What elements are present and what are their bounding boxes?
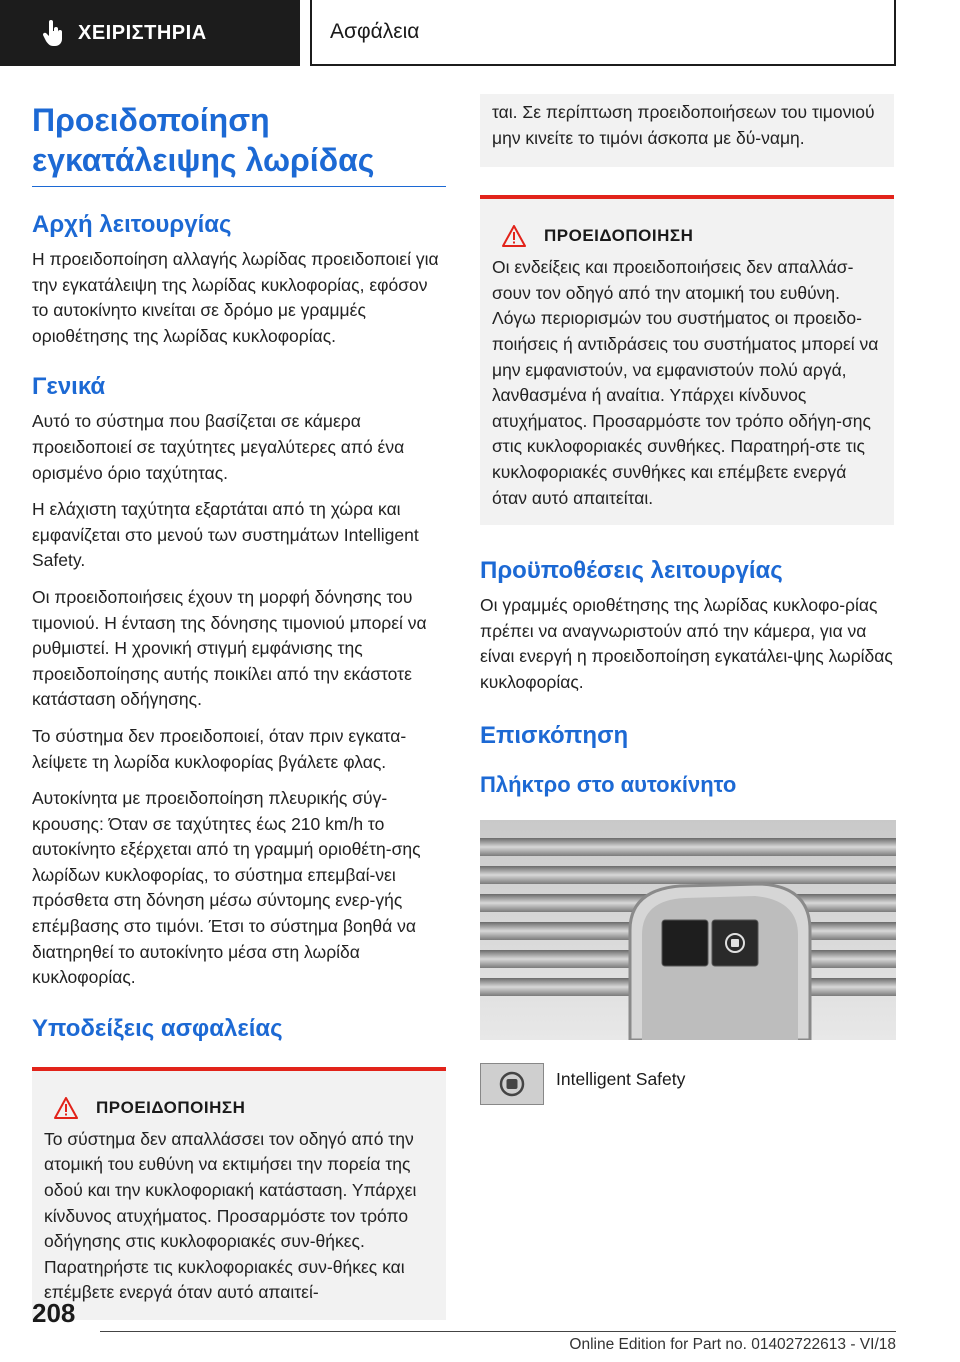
car-grille-photo: [480, 820, 896, 1040]
warning-title: ΠΡΟΕΙΔΟΠΟΙΗΣΗ: [96, 1097, 246, 1117]
warning-box-2: [480, 195, 894, 525]
section-title-box: [310, 0, 896, 66]
page-header: [0, 0, 960, 66]
page-title: Προειδοποίηση εγκατάλειψης λωρίδας: [32, 100, 446, 187]
warning-triangle-icon: [502, 225, 526, 247]
warning-2-title: ΠΡΟΕΙΔΟΠΟΙΗΣΗ: [544, 226, 694, 246]
left-column: [32, 100, 446, 1320]
general-paragraph-1: Αυτό το σύστημα που βασίζεται σε κάμερα προειδοποιεί σε ταχύτητες μεγαλύτερες από ένα ορισμένο όριο ταχύτητας.: [32, 411, 405, 483]
hand-pointer-icon: [42, 20, 64, 46]
edition-text: Online Edition for Part no. 01402722613 - VI/18: [569, 1336, 896, 1353]
legend-label: Intelligent Safety: [556, 1068, 686, 1089]
principle-text: Η προειδοποίηση αλλαγής λωρίδας προειδοποιεί για την εγκατάλειψη της λωρίδας κυκλοφορίας, εφόσον το αυτοκίνητο κινείται σε δρόμο με γραμμές οριοθέτησης της λωρίδας κυκλοφορίας.: [32, 249, 439, 346]
footer-divider: [100, 1331, 896, 1332]
button-heading: Πλήκτρο στο αυτοκίνητο: [480, 771, 737, 797]
section-title: Ασφάλεια: [330, 20, 420, 43]
warning-triangle-icon: [54, 1097, 78, 1119]
general-paragraph-3: Οι προειδοποιήσεις έχουν τη μορφή δόνησης του τιμονιού. Η ένταση της δόνησης τιμονιού μπορεί να ρυθμιστεί. Η χρονική στιγμή εμφάνισης της προειδοποίησης αυτής ποικίλει από την εκάστοτε κατάσταση οδήγησης.: [32, 586, 427, 710]
chapter-tab-label: ΧΕΙΡΙΣΤΗΡΙΑ: [78, 21, 207, 44]
general-paragraph-4: Το σύστημα δεν προειδοποιεί, όταν πριν εγκατα-λείψετε τη λωρίδα κυκλοφορίας βγάλετε φλας.: [32, 725, 407, 772]
button-legend: [480, 1063, 894, 1105]
warning-text: Το σύστημα δεν απαλλάσσει τον οδηγό από την ατομική του ευθύνη να εκτιμήσει την πορεία της οδού και την κυκλοφοριακή κατάσταση. Υπάρχει κίνδυνος ατυχήματος. Προσαρμόστε τον τρόπο οδήγησης στις κυκλοφοριακές συν-θήκες. Παρατηρήστε τις κυκλοφοριακές συν-θήκες και επέμβετε ενεργά όταν αυτό απαιτεί-: [44, 1128, 417, 1303]
safety-heading: Υποδείξεις ασφαλείας: [32, 1014, 283, 1042]
warning-2-header: [502, 225, 882, 247]
overview-heading: Επισκόπηση: [480, 721, 629, 749]
warning-header: [54, 1097, 434, 1119]
principle-heading: Αρχή λειτουργίας: [32, 211, 232, 238]
warning-box: [32, 1067, 446, 1320]
general-paragraph-2: Η ελάχιστη ταχύτητα εξαρτάται από τη χώρα και εμφανίζεται στο μενού των συστημάτων Intelligent Safety.: [32, 499, 419, 571]
chapter-tab[interactable]: [0, 0, 300, 66]
warning-continued-text: ται. Σε περίπτωση προειδοποιήσεων του τιμονιού μην κινείτε το τιμόνι άσκοπα με δύ-ναμη.: [492, 102, 875, 148]
prerequisites-heading: Προϋποθέσεις λειτουργίας: [480, 557, 783, 585]
intelligent-safety-button-icon: [480, 1063, 544, 1105]
warning-2-text: Οι ενδείξεις και προειδοποιήσεις δεν απαλλάσ-σουν τον οδηγό από την ατομική του ευθύνη. Λόγω περιορισμών του συστήματος οι προειδο-ποιήσεις ή αντιδράσεις του συστήματος μπορεί να μην εμφανιστούν, να εμφανιστούν πολύ αργά, λανθασμένα ή αναίτια. Υπάρχει κίνδυνος ατυχήματος. Προσαρμόστε τον τρόπο οδήγη-σης στις κυκλοφοριακές συνθήκες. Παρατηρή-στε τις κυκλοφοριακές συνθήκες και επέμβετε ενεργά όταν αυτό απαιτείται.: [492, 257, 879, 508]
prerequisites-text: Οι γραμμές οριοθέτησης της λωρίδας κυκλοφο-ρίας πρέπει να αναγνωριστούν από την κάμερα, για να είναι ενεργή η προειδοποίηση εγκατάλει-ψης λωρίδας κυκλοφορίας.: [480, 595, 893, 692]
general-paragraph-5: Αυτοκίνητα με προειδοποίηση πλευρικής σύγ-κρουσης: Όταν σε ταχύτητες έως 210 km/h το αυτοκίνητο εξέρχεται από τη γραμμή οριοθέτη-σης λωρίδων κυκλοφορίας, το σύστημα επεμβαί-νει πρόσθετα στη δόνηση μέσω σύντομης ενερ-γής επέμβασης στο τιμόνι. Έτσι το σύστημα βοηθά να διατηρηθεί το αυτοκίνητο μέσα στη λωρίδα κυκλοφορίας.: [32, 788, 421, 988]
general-heading: Γενικά: [32, 373, 106, 401]
right-column: [480, 96, 894, 1105]
warning-box-continued: [480, 94, 894, 167]
page-number: 208: [32, 1298, 76, 1328]
